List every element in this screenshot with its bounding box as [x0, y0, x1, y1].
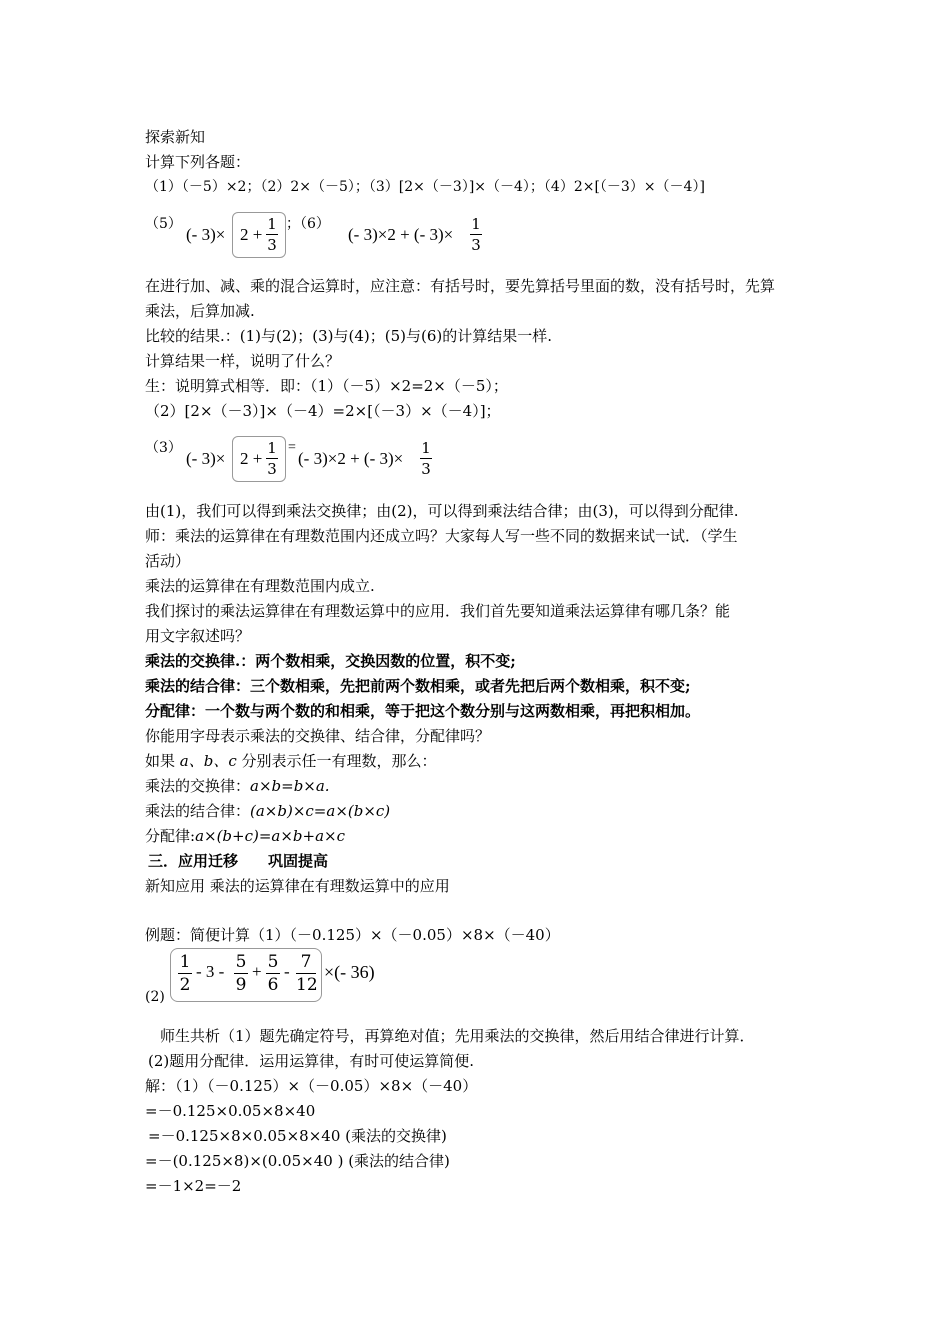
heading: 探索新知 [145, 128, 206, 146]
section3-heading: 三．应用迁移 巩固提高 [148, 852, 329, 870]
intro: 计算下列各题： [145, 153, 251, 171]
explore-line1: 我们探讨的乘法运算律在有理数运算中的应用．我们首先要知道乘法运算律有哪几条？能 [145, 602, 731, 620]
ex2-m3: - 3 - [196, 962, 225, 981]
solution-line5: =－1×2=－2 [145, 1177, 242, 1195]
solution-line2: =－0.125×0.05×8×40 [145, 1102, 316, 1120]
if-abc-post: 分别表示任一有理数，那么： [236, 752, 437, 770]
note-line1: 在进行加、减、乘的混合运算时，应注意：有括号时，要先算括号里面的数，没有括号时，先算 [145, 277, 776, 295]
if-abc [145, 750, 437, 772]
expr6-frac [470, 215, 482, 254]
ex2-minus: - [284, 962, 290, 981]
law-associative: 乘法的结合律：三个数相乘，先把前两个数相乘，或者先把后两个数相乘，积不变; [145, 677, 691, 695]
solution-line4: =－(0.125×8)×(0.05×40 ) (乘法的结合律) [145, 1152, 450, 1170]
problems-1-4: （1）（－5）×2；（2）2×（－5）；（3）[2×（－3）]×（－4）；（4）2×[（－3）×（－4）] [145, 179, 705, 195]
ex2-plus: + [252, 962, 262, 981]
assoc-formula-line [145, 800, 390, 822]
teacher-line2: 活动） [145, 552, 191, 570]
note-line2: 乘法，后算加减. [145, 302, 255, 320]
solution-line3: =－0.125×8×0.05×8×40 (乘法的交换律) [148, 1127, 447, 1145]
expr5-a: (- 3)× [186, 225, 226, 244]
frac-num: 1 [471, 215, 481, 233]
comm-label: 乘法的交换律： [145, 777, 251, 795]
expr3-rhs: (- 3)×2 + (- 3)× [298, 449, 404, 468]
conclusion: 由(1)，我们可以得到乘法交换律；由(2)，可以得到乘法结合律；由(3)，可以得到分配律. [145, 502, 739, 520]
law-commutative: 乘法的交换律.：两个数相乘，交换因数的位置，积不变; [145, 652, 516, 670]
frac-den: 3 [421, 460, 431, 478]
solution-line1: 解：（1）（－0.125）×（－0.05）×8×（－40） [145, 1077, 478, 1095]
expr3-rhs-frac [420, 439, 432, 478]
dist-formula-line [145, 825, 345, 847]
ask-letters: 你能用字母表示乘法的交换律、结合律，分配律吗？ [145, 727, 491, 745]
dist-formula: a×(b+c)=a×b+a×c [195, 827, 346, 845]
compare: 比较的结果.：(1)与(2)；(3)与(4)；(5)与(6)的计算结果一样. [145, 327, 553, 345]
frac-num: 1 [267, 215, 277, 233]
expr6-a: (- 3)×2 + (- 3)× [348, 225, 454, 244]
frac-num: 1 [421, 439, 431, 457]
label-5: （5） [145, 216, 182, 232]
frac-den: 3 [267, 236, 277, 254]
if-abc-vars: a、b、c [179, 752, 237, 770]
expr5-frac [266, 215, 278, 254]
comm-formula: a×b=b×a. [250, 777, 330, 795]
new-app: 新知应用 乘法的运算律在有理数运算中的应用 [145, 877, 450, 895]
dist-label: 分配律: [145, 827, 196, 845]
teacher-line1: 师：乘法的运算律在有理数范围内还成立吗？大家每人写一些不同的数据来试一试．（学生 [145, 527, 738, 545]
ex2-d1: 2 [179, 975, 191, 995]
comm-formula-line [145, 775, 330, 797]
question: 计算结果一样，说明了什么？ [145, 352, 341, 370]
ex2-n5b: 5 [267, 952, 279, 972]
assoc-formula: (a×b)×c=a×(b×c) [250, 802, 391, 820]
ex2-frac1 [178, 952, 192, 995]
assoc-label: 乘法的结合律： [145, 802, 251, 820]
ex2-n5: 5 [235, 952, 247, 972]
example: 例题：简便计算（1）（－0.125）×（－0.05）×8×（－40） [145, 926, 560, 944]
analysis-line2: (2)题用分配律．运用运算律，有时可使运算简便. [148, 1052, 475, 1070]
ex2-frac4 [296, 952, 316, 995]
if-abc-pre: 如果 [145, 752, 180, 770]
ex2-frac3 [266, 952, 280, 995]
label-6: ；（6） [286, 216, 330, 232]
ex2-tail: ×(- 36) [324, 962, 375, 982]
label-3: （3） [145, 440, 182, 456]
eq-sign: = [288, 440, 296, 455]
expr3-b: 2 + [240, 449, 263, 468]
ex2-d9: 9 [235, 975, 247, 995]
expr3-frac [266, 439, 278, 478]
frac-den: 3 [267, 460, 277, 478]
frac-num: 1 [267, 439, 277, 457]
ex2-d12: 12 [296, 975, 318, 995]
ex2-label: (2) [145, 989, 165, 1005]
student-line1: 生：说明算式相等．即：（1）（－5）×2=2×（－5）； [145, 377, 508, 395]
law-distributive: 分配律：一个数与两个数的和相乘，等于把这个数分别与这两数相乘，再把积相加。 [145, 702, 701, 720]
ex2-d6: 6 [267, 975, 279, 995]
frac-den: 3 [471, 236, 481, 254]
explore-line2: 用文字叙述吗？ [145, 627, 251, 645]
student-line2: （2）[2×（－3）]×（－4）=2×[（－3）×（－4）]； [145, 402, 501, 420]
analysis-line1: 师生共析（1）题先确定符号，再算绝对值；先用乘法的交换律，然后用结合律进行计算． [160, 1027, 755, 1045]
ex2-n7: 7 [300, 952, 312, 972]
expr3-lhs: (- 3)× [186, 449, 226, 468]
ex2-frac2 [234, 952, 248, 995]
expr5-b: 2 + [240, 225, 263, 244]
holds: 乘法的运算律在有理数范围内成立. [145, 577, 375, 595]
ex2-n1: 1 [179, 952, 191, 972]
